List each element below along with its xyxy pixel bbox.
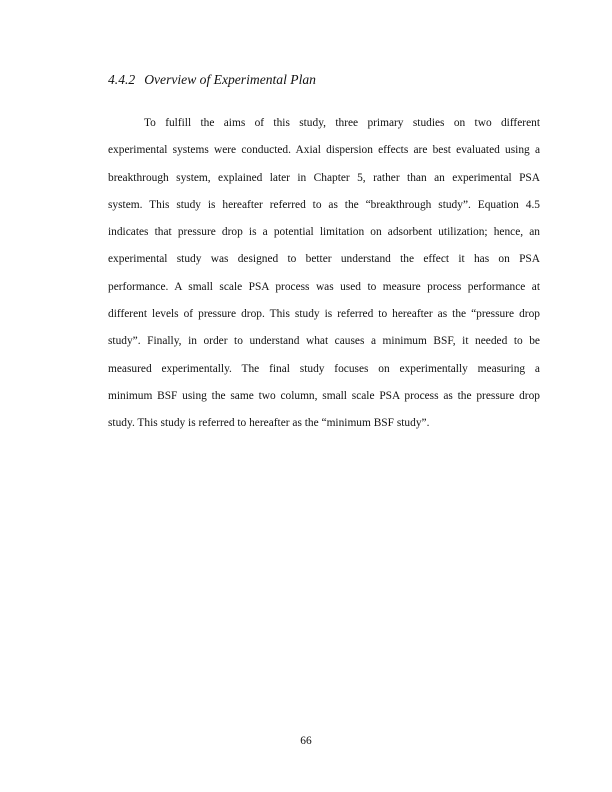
- paragraph-line: To fulfill the aims of this study, three primary studies on two different: [144, 117, 540, 129]
- paragraph-line: study. This study is referred to hereafter as the “minimum BSF study”.: [108, 417, 430, 430]
- paragraph-line: experimental study was designed to better understand the effect it has on PSA: [108, 253, 540, 266]
- paragraph-line: different levels of pressure drop. This study is referred to hereafter as the “pressure drop: [108, 308, 540, 321]
- paragraph-line: performance. A small scale PSA process was used to measure process performance at: [108, 280, 540, 293]
- paragraph-line: measured experimentally. The final study focuses on experimentally measuring a: [108, 362, 540, 375]
- paragraph-line: system. This study is hereafter referred to as the “breakthrough study”. Equation 4.5: [108, 198, 540, 211]
- paragraph-line: indicates that pressure drop is a potential limitation on adsorbent utilization; hence, an: [108, 226, 540, 239]
- paragraph-line: experimental systems were conducted. Axial dispersion effects are best evaluated using a: [108, 144, 540, 157]
- section-heading: [108, 70, 316, 90]
- section-title: Overview of Experimental Plan: [144, 72, 316, 87]
- paragraph-line: breakthrough system, explained later in Chapter 5, rather than an experimental PSA: [108, 171, 540, 184]
- body-paragraph: [108, 113, 540, 441]
- section-number: 4.4.2: [108, 72, 136, 87]
- paragraph-line: minimum BSF using the same two column, small scale PSA process as the pressure drop: [108, 389, 540, 402]
- page-number: 66: [300, 735, 312, 747]
- paragraph-line: study”. Finally, in order to understand what causes a minimum BSF, it needed to be: [108, 335, 540, 348]
